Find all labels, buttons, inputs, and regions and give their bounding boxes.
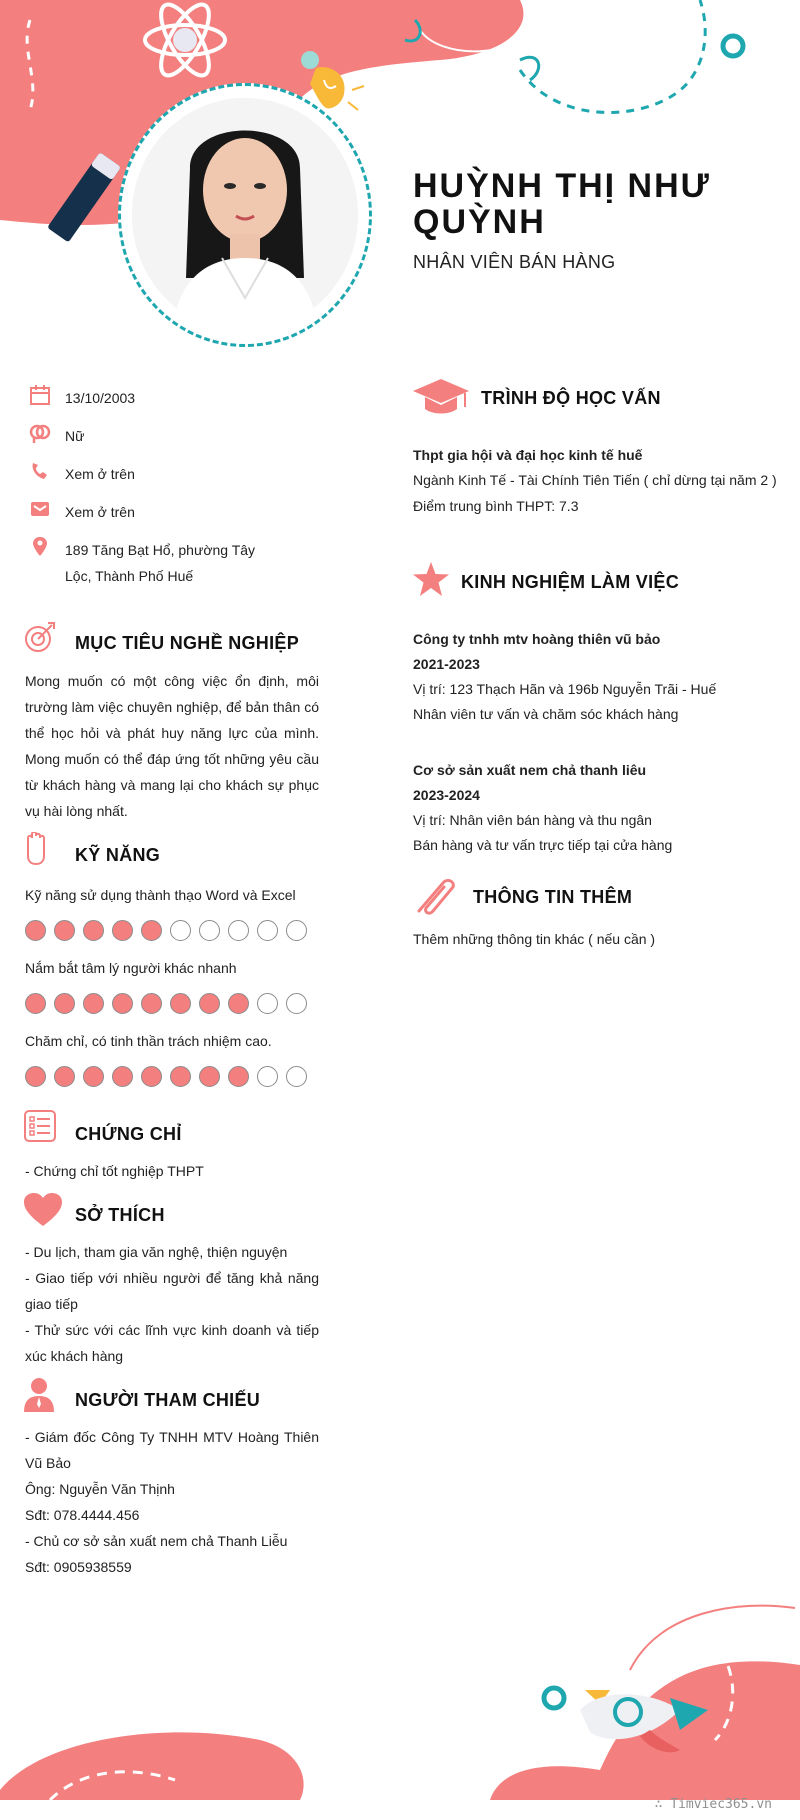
contact-gender [28,423,328,449]
skill-dot-empty [257,1066,278,1087]
hobby-item: - Giao tiếp với nhiều người để tăng khả năng giao tiếp [25,1270,319,1312]
skill-rating [25,920,307,941]
skill-name: Chăm chỉ, có tinh thần trách nhiệm cao. [25,1033,272,1049]
job-description: Bán hàng và tư vấn trực tiếp tại cửa hàng [413,837,673,853]
contact-birthday [28,385,328,411]
education-school: Thpt gia hội và đại học kinh tế huế [413,447,643,463]
birthday-text: 13/10/2003 [65,390,136,406]
job-period: 2021-2023 [413,656,480,672]
job-company: Công ty tnhh mtv hoàng thiên vũ bảo [413,631,661,647]
objective-text: Mong muốn có một công việc ổn định, môi trường làm việc chuyên nghiệp, để bản thân có thể học hỏi và phát huy năng lực của mình. Mong muốn có thể đáp ứng tốt những yêu cầu từ khách hàng và mang lại cho khách sự phục vụ hài lòng nhất. [25,673,319,819]
skill-dot-filled [141,993,162,1014]
skill-dot-filled [25,920,46,941]
skill-dot-filled [199,993,220,1014]
skill-dot-filled [228,1066,249,1087]
target-icon [24,621,56,653]
experience-title: KINH NGHIỆM LÀM VIỆC [461,572,680,592]
skill-dot-filled [54,920,75,941]
objective-title: MỤC TIÊU NGHỀ NGHIỆP [75,633,300,653]
checklist-icon [24,1110,56,1142]
job-company: Cơ sở sản xuất nem chả thanh liêu [413,762,647,778]
avatar [132,98,358,332]
certificates-title: CHỨNG CHỈ [75,1124,182,1144]
skill-dot-empty [257,920,278,941]
job-role: Vị trí: Nhân viên bán hàng và thu ngân [413,812,652,828]
paperclip-icon [413,875,459,917]
education-gpa: Điểm trung bình THPT: 7.3 [413,498,579,514]
skill-rating [25,1066,307,1087]
hobby-item: - Thử sức với các lĩnh vực kinh doanh và tiếp xúc khách hàng [25,1322,319,1364]
atom-icon [140,2,230,78]
job-period: 2023-2024 [413,787,480,803]
skill-dot-filled [83,920,104,941]
skill-dot-filled [170,993,191,1014]
education-title: TRÌNH ĐỘ HỌC VẤN [481,388,661,408]
skill-dot-filled [25,1066,46,1087]
reference-line: Sđt: 0905938559 [25,1559,132,1575]
certificate-item: - Chứng chỉ tốt nghiệp THPT [25,1163,204,1179]
skill-dot-filled [228,993,249,1014]
skill-name: Nắm bắt tâm lý người khác nhanh [25,960,237,976]
address-text: 189 Tăng Bạt Hổ, phường Tây Lộc, Thành Phố Huế [65,542,256,584]
phone-icon [28,461,52,481]
skill-dot-filled [170,1066,191,1087]
skill-dot-filled [54,993,75,1014]
skill-dot-empty [286,1066,307,1087]
reference-line: - Giám đốc Công Ty TNHH MTV Hoàng Thiên Vũ Bảo [25,1429,319,1471]
reference-line: - Chủ cơ sở sản xuất nem chả Thanh Liễu [25,1533,288,1549]
references-title: NGƯỜI THAM CHIẾU [75,1390,261,1410]
skill-dot-empty [228,920,249,941]
skill-dot-empty [199,920,220,941]
skill-name: Kỹ năng sử dụng thành thạo Word và Excel [25,887,296,903]
skill-dot-empty [286,920,307,941]
person-icon [24,1378,54,1412]
skill-dot-filled [112,993,133,1014]
skill-dot-filled [112,1066,133,1087]
skill-dot-filled [83,993,104,1014]
job-title: NHÂN VIÊN BÁN HÀNG [413,252,616,272]
skill-dot-filled [112,920,133,941]
email-text: Xem ở trên [65,504,135,520]
pen-icon [36,150,126,250]
calendar-icon [28,385,52,405]
watermark: ∴ Timviec365.vn [654,1797,772,1812]
skill-dot-filled [141,1066,162,1087]
skill-dot-empty [257,993,278,1014]
skill-dot-filled [54,1066,75,1087]
job-description: Nhân viên tư vấn và chăm sóc khách hàng [413,706,679,722]
extra-text: Thêm những thông tin khác ( nếu cần ) [413,931,656,947]
reference-line: Ông: Nguyễn Văn Thịnh [25,1481,175,1497]
graduation-cap-icon [413,379,469,415]
phone-text: Xem ở trên [65,466,135,482]
skill-dot-empty [286,993,307,1014]
hand-icon [24,832,50,866]
star-icon [413,562,449,596]
rocket-icon [540,1680,720,1780]
skill-rating [25,993,307,1014]
gender-icon [28,423,52,443]
email-icon [28,499,52,519]
extra-title: THÔNG TIN THÊM [473,887,633,907]
reference-line: Sđt: 078.4444.456 [25,1507,140,1523]
contact-phone [28,461,328,487]
contact-address [28,537,278,593]
heart-icon [24,1193,62,1227]
gender-text: Nữ [65,428,85,444]
skill-dot-filled [83,1066,104,1087]
contact-email [28,499,328,525]
skill-dot-filled [25,993,46,1014]
job-role: Vị trí: 123 Thạch Hãn và 196b Nguyễn Trãi - Huế [413,681,717,697]
skill-dot-empty [170,920,191,941]
skill-dot-filled [141,920,162,941]
skill-dot-filled [199,1066,220,1087]
location-icon [28,537,52,557]
skills-title: KỸ NĂNG [75,845,161,865]
hobby-item: - Du lịch, tham gia văn nghệ, thiện nguyện [25,1244,288,1260]
education-major: Ngành Kinh Tế - Tài Chính Tiên Tiến ( chỉ dừng tại năm 2 ) [413,472,777,488]
hobbies-title: SỞ THÍCH [75,1205,165,1225]
candidate-name: HUỲNH THỊ NHƯ QUỲNH [413,167,711,241]
